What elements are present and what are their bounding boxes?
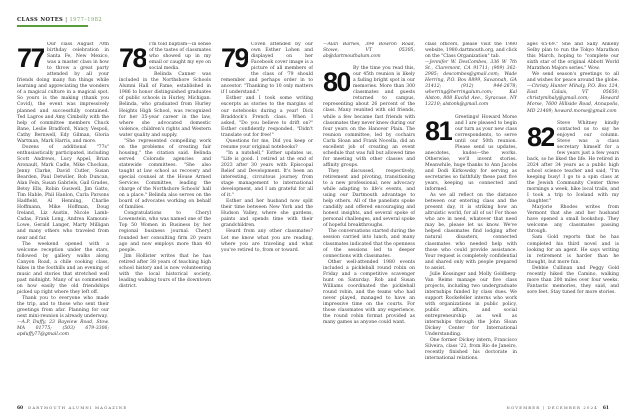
paragraph: Debbie Cullinan and Peggy Gold recently hiked the Camino, walking more than 200 miles over four weeks. Fantastic memories, they said, and sore feet. Stay tuned for more stories. [527, 265, 619, 295]
paragraph: Jim Hollister writes that he has retired after 38 years of teaching high school history and is now volunteering with the local historical society, leading walking tours of the downtown district. [119, 253, 211, 289]
paragraph: Esther and I took some writing excerpts as stories to the margins of our notebooks during a year! Dick Braddock's French class. When I asked, "Do you believe to drift on?" Esther confidently responded, "Didn't translate out for free!" [221, 96, 313, 138]
separator: | [63, 17, 70, 23]
text-column-4 [323, 42, 415, 392]
correspondent-signature: —Jennifer W. DesCombes, 336 W 7th St., Claremont, CA 91711; (909) 362-2985; descombes@gmail.com; Wade Herring, P.O. Box 8899, Savannah, GA 31412; (912) 944-2678; wherring@herringalum.com; Kal Alston, 808 Euclid Ave., Syracuse, NY 13210; alstonk@gmail.com [425, 60, 517, 108]
class-year-number: 80 [323, 67, 351, 98]
correspondent-signature: —A.P. Duffy, 23 Bayview Road, Stow, MA 01775; (503) 679-3306; apduffy77@gmail.com [17, 320, 109, 338]
class-entry [425, 115, 517, 194]
entry-text: I'm told baptism—in sense of the tastes of classmates who showed up in my email or caught my eye on social media. [149, 42, 211, 72]
class-entry [527, 121, 619, 206]
continued-paragraph: class officers, please visit the 1980 website, 1980.dartmouth.org, and click on the "Class Organization" tab. [425, 42, 517, 60]
text-column-5 [425, 42, 517, 392]
paragraph: Congratulations to Cheryl Lowenstein, who was named one of the Top 50 Women in Business by her regional business journal. Cheryl founded her consulting firm 20 years ago and now employs more than 40 people. [119, 211, 211, 253]
paragraph: As we all reflect on the distance between our entering class and the present day, it is striking how an altruistic world, for all of us! For those who are in need, whatever that need may be, please let us know. We've helped classmates find lodging after natural disasters, connected classmates who needed help with those who could provide assistance. Your request is completely confidential and shared only with people prepared to assist. [425, 193, 517, 271]
entry-text: Coven attended by our own Esther Lohen and displayed on her Facebook cover image is a picture of all members of the class of '79 should remember and perhaps order in to ancestor. "Thanking to 10 only matters if I understand." [221, 42, 313, 96]
class-year-number: 78 [119, 43, 147, 73]
paragraph: "She represented compelling work on the problems of creating fair housing," the citation said. Belinda served Colorado agencies and statewide committees. "She also taught at law school as recovery and special counsel at the House Armed Services Committee, leading the charge of the Northshore Schools' hall on a place." Belinda also serves on the board of advocates working on behalf of families. [119, 138, 211, 211]
footer-left [17, 405, 127, 411]
class-year-number: 79 [221, 43, 249, 73]
paragraph: Marjorie Rhodes writes from Vermont that she and her husband have opened a small bookshop. They welcome any classmates passing through. [527, 205, 619, 235]
class-entry [323, 66, 415, 169]
entry-text: Steve Whitney kindly contacted us to say he enjoyed our column. Steve was a class secretary himself for a few years just a few years back, so he liked the life. He retired in 2024 after 34 years as a public high school science teacher and said, "I'm keeping busy! I go to a spin class at the Jewish Community Center three mornings a week, hike local trails, and I took a trip to Iceland with my daughter." [527, 120, 619, 205]
text-column-1 [17, 42, 109, 392]
page-number-left: 60 [17, 406, 24, 411]
paragraph: Questions for me, Did you keep or resume your original notebooks? [221, 138, 313, 150]
text-column-2 [119, 42, 211, 392]
text-column-3 [221, 42, 313, 392]
page-number-right: 61 [602, 406, 609, 411]
continued-paragraph: ages 65-69." She and Sally Ankeny Selby plan to run the Tokyo Marathon this March, hoping to "complete our sixth star of the original Abbott World Marathon Majors series." Wow. [527, 42, 619, 72]
correspondent-signature: —Alan Barnes, 394 Bowron Road, Stowe, VT 05305; ab@dartmouthalum.com [323, 42, 415, 60]
text-column-6 [527, 42, 619, 392]
paragraph: The conversations started during the session carried into lunch, and many classmates indicated that the openness of the sessions led to deeper connections with classmates. [323, 229, 415, 259]
entry-text: Greetings! Howard Morse and I are pleased to begin our turn as your new class correspondents, to serve until our 50th reunion. Please send us updates, anecdotes, kudos—the works. Otherwise, we'll invent stories. Meanwhile, huge thanks to Ann Jacobs and Dodi Kirkowsky for serving as secretaries so faithfully these past five years, keeping us connected and informed. [425, 114, 517, 193]
issue-date: NOVEMBER | DECEMBER 2024 [506, 405, 598, 410]
class-entry [17, 42, 109, 145]
paragraph: One former Dickey intern, Francisco Silveira, class '22, from Rio de Janeiro, recently finished his doctorate in international relations. [425, 338, 517, 362]
correspondent-signature: —Christy Hunter Mihaly, P.O. Box 124, East Calais, VT 05650; christymihaly@gmail.com; Howard Morse, 7600 Hillside Road, Annapolis, MD 21409; howard.morse@gmail.com [527, 84, 619, 114]
header-underline [17, 25, 88, 27]
paragraph: They discussed, respectively, retirement and pivoting, transitioning to a new professional, new advocacy while adapting to life's events, and using our Dartmouth advantage to help others. All of the panelists spoke candidly and offered encouraging and honest insights, and several spoke of personal challenges, and several spoke of hopeful breakthroughs. [323, 168, 415, 229]
entry-text: By the time you read this, our 45th reunion is likely a fading bright spot in our memories. More than 300 classmates and guests returned to campus, representing about 26 percent of the class. Many reunited with old friends, while a few became fast friends with classmates they never knew during our four years on the Hanover Plain. The reunion committee, led by cochairs Carla Sloan and Frank Nocella, did an excellent job of creating an event schedule that was full but allowed time for meeting with other classes and affinity groups. [323, 66, 415, 168]
paragraph: Esther and her husband now split their time between New York and the Hudson Valley, where she gardens, paints and spends time with their grandchildren. [221, 199, 313, 229]
class-year-number: 81 [425, 115, 453, 146]
publication-title: DARTMOUTH ALUMNI MAGAZINE [28, 405, 128, 410]
footer-right [507, 405, 609, 411]
year-range: 1977–1982 [69, 17, 103, 23]
class-entry [221, 42, 313, 96]
paragraph: Heard from any other classmates? Let me know what you are reading, where you are traveling and what you've retired to, from or toward. [221, 229, 313, 253]
section-title: CLASS NOTES [17, 17, 64, 23]
paragraph: Sam Gold reports that he has completed his third novel and is looking for an agent. He says writing in retirement is harder than he thought, but more fun. [527, 235, 619, 265]
paragraph: "In a nutshell," Esther updates us, "Life is good. I retired at the end of 2023 after 30 years with Episcopal Relief and Development. It's been an interesting, circuitous journey from stage management to international development, and I am grateful for all of it." [221, 150, 313, 199]
entry-text: Our class August 70th birthday celebration in Santa Fe, New Mexico, was a master class in how to throw a great party attended by all your friends doing many fun things while learning and appreciating the wonders of a magical culture in a magical spot. So yours is the making (thank you Covid), the event was impressively planned and successfully contained. Ted Lagros and Amy Cimbolly with the help of committee members Chuck Bane, Leslie Bradford, Nancy Vespoli, Cathy Bernwell, Edy Gilman, Gloria Wartman, Mark Harris, and more. [17, 42, 109, 144]
class-year-number: 77 [17, 43, 45, 73]
paragraph: The weekend opened with a welcome reception under the stars, followed by gallery walks along Canyon Road, a chile cooking class, hikes in the foothills and an evening of music and stories that stretched well past midnight. Many of us commented on how easily the old friendships picked up right where they left off. [17, 241, 109, 295]
class-entry [119, 42, 211, 72]
paragraph: Belinda Canner was included in the Northshore Schools Alumni Hall of Fame, established in 1986 to honor distinguished graduates of public schools in Hurley, Michigan. Belinda, who graduated from Hurley Heights High School, was recognized for her 35-year career in the law, where she advocated domestic violence, children's rights and Western water quality and supply. [119, 72, 211, 138]
paragraph: We send season's greetings to all and wishes for peace around the globe. [527, 72, 619, 84]
class-year-number: 82 [527, 121, 555, 152]
paragraph: Other well-attended 1980 events included a pickleball round robin on Friday and a competitive scavenger hunt on Saturday. Rob and Susan Williams coordinated the pickleball round robin, and the teams who had never played, managed to have an impressive time on the courts. For those classmates with any experience, the round robin format provided as many games as anyone could want. [323, 259, 415, 326]
paragraph: Thank you to everyone who made the trip, and to those who sent their greetings from afar. Planning for our next mini-reunion is already underway. [17, 295, 109, 320]
paragraph: Julie Kossinger and Molly Goldberg-Van Reims manage our five class projects, including two undergraduate internships funded by class dues. We support Rockefeller interns who work with organizations in public policy, public affairs, and social entrepreneurship as well as internships through the John Sloan Dickey Center for International Understanding. [425, 271, 517, 338]
paragraph: Dozens of additional "77s" enthusiastically participated, including Scott Andrews, Lucy Appel, Brian Aronault, Mark Cadle, Mike Chockan, Jenny Clarke, David Cutler, Susan Bearden, Paul Detwiler, Bob Duncan, Alan Fein, Susan Gabriels, Gail Grades, Betsy Ells, Robin Guswell, Jim Gatto, Tim Hable, Phil Hanlon, Carla Parsons Hadfield, Al Henning, Charlie Hoffmann, Mike Hoffman, Doug Ireland, Liz Austin, Nicole Lamb-Cadas, Frank Long, Andrea Kamouni-Lowe, Gerald Langer, Marty Milligan and many others who traveled from near and far. [17, 144, 109, 241]
section-header [17, 17, 102, 23]
